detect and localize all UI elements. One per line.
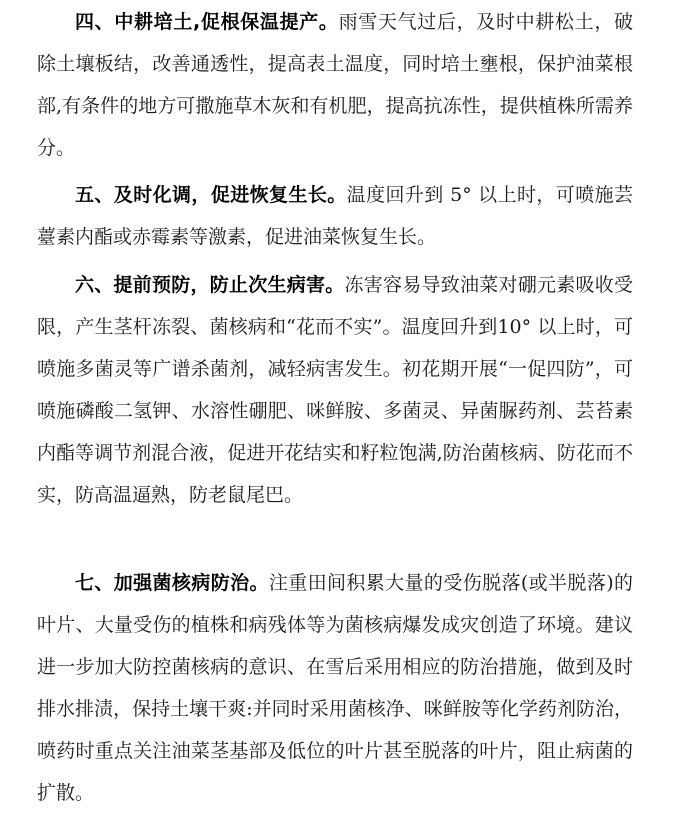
paragraph-6 <box>37 264 633 516</box>
paragraph-5-body: 温度回升到 5° 以上时，可喷施芸薹素内酯或赤霉素等激素，促进油菜恢复生长。 <box>37 184 633 248</box>
paragraph-7-body: 注重田间积累大量的受伤脱落(或半脱落)的叶片、大量受伤的植株和病残体等为菌核病爆发成灾创造了环境。建议进一步加大防控菌核病的意识、在雪后采用相应的防治措施，做到及时排水排渍，保持土壤干爽:并同时采用菌核净、咪鲜胺等化学药剂防治，喷药时重点关注油菜茎基部及低位的叶片甚至脱落的叶片，阻止病菌的扩散。 <box>37 572 633 804</box>
paragraph-4-body: 雨雪天气过后，及时中耕松土，破除土壤板结，改善通透性，提高表土温度，同时培土壅根，保护油菜根部,有条件的地方可撒施草木灰和有机肥，提高抗冻性，提供植株所需养分。 <box>37 11 633 159</box>
paragraph-5 <box>37 174 633 258</box>
paragraph-6-heading: 六、提前预防，防止次生病害。 <box>75 274 345 296</box>
paragraph-6-body: 冻害容易导致油菜对硼元素吸收受限，产生茎杆冻裂、菌核病和“花而不实”。温度回升到10° 以上时，可喷施多菌灵等广谱杀菌剂，减轻病害发生。初花期开展“一促四防”，可喷施磷酸二氢钾、水溶性硼肥、咪鲜胺、多菌灵、异菌脲药剂、芸苔素内酯等调节剂混合液，促进开花结实和籽粒饱满,防治菌核病、防花而不实，防高温逼熟，防老鼠尾巴。 <box>37 274 633 506</box>
paragraph-7 <box>37 562 633 814</box>
paragraph-5-heading: 五、及时化调，促进恢复生长。 <box>75 184 347 206</box>
paragraph-7-heading: 七、加强菌核病防治。 <box>75 572 269 594</box>
paragraph-4-heading: 四、中耕培土,促根保温提产。 <box>75 11 339 33</box>
paragraph-4 <box>37 1 633 169</box>
